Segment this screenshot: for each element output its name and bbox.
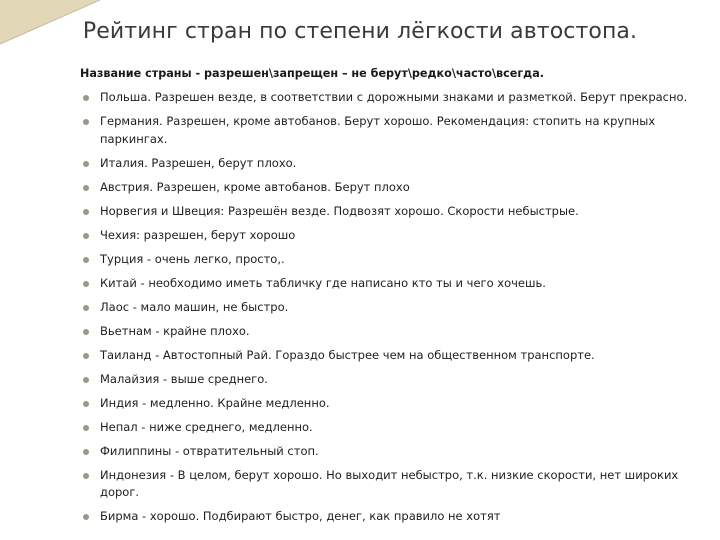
list-item-text: Турция - очень легко, просто,. — [100, 251, 285, 266]
bullet-icon — [83, 161, 89, 167]
bullet-icon — [83, 353, 89, 359]
bullet-icon — [83, 377, 89, 383]
bullet-icon — [83, 95, 89, 101]
list-item — [80, 89, 720, 107]
bullet-icon — [83, 185, 89, 191]
list-item — [80, 275, 720, 293]
list-item-text: Филиппины - отвратительный стоп. — [100, 443, 319, 458]
bullet-icon — [83, 119, 89, 125]
bullet-icon — [83, 473, 89, 479]
list-item — [80, 443, 720, 461]
country-list — [80, 89, 720, 526]
list-item — [80, 323, 720, 341]
list-item — [80, 419, 720, 437]
bullet-icon — [83, 425, 89, 431]
list-item-text: Китай - необходимо иметь табличку где написано кто ты и чего хочешь. — [100, 275, 546, 290]
list-item — [80, 203, 720, 221]
list-item-text: Лаос - мало машин, не быстро. — [100, 299, 289, 314]
list-item-text: Италия. Разрешен, берут плохо. — [100, 155, 297, 170]
bullet-icon — [83, 209, 89, 215]
list-item-text: Таиланд - Автостопный Рай. Гораздо быстрее чем на общественном транспорте. — [100, 347, 595, 362]
list-item-text: Чехия: разрешен, берут хорошо — [100, 227, 296, 242]
list-item — [80, 371, 720, 389]
bullet-icon — [83, 281, 89, 287]
list-item-text: Норвегия и Швеция: Разрешён везде. Подвозят хорошо. Скорости небыстрые. — [100, 203, 579, 218]
list-item — [80, 299, 720, 317]
list-item-text: Вьетнам - крайне плохо. — [100, 323, 250, 338]
list-item-text: Индия - медленно. Крайне медленно. — [100, 395, 330, 410]
bullet-icon — [83, 257, 89, 263]
bullet-icon — [83, 305, 89, 311]
list-item — [80, 113, 720, 148]
list-item-text: Индонезия - В целом, берут хорошо. Но выходит небыстро, т.к. низкие скорости, нет широких дорог. — [100, 467, 679, 499]
list-item — [80, 467, 720, 502]
list-item-text: Австрия. Разрешен, кроме автобанов. Берут плохо — [100, 179, 410, 194]
list-item — [80, 347, 720, 365]
list-subtitle: Название страны - разрешен\запрещен – не берут\редко\часто\всегда. — [80, 67, 545, 80]
list-item-text: Малайзия - выше среднего. — [100, 371, 268, 386]
slide-title: Рейтинг стран по степени лёгкости автостопа. — [82, 19, 638, 44]
bullet-icon — [83, 233, 89, 239]
list-item — [80, 508, 720, 526]
bullet-icon — [83, 401, 89, 407]
list-item-text: Бирма - хорошо. Подбирают быстро, денег, как правило не хотят — [100, 509, 501, 523]
list-item — [80, 395, 720, 413]
list-item — [80, 155, 720, 173]
bullet-icon — [83, 329, 89, 335]
list-item-text: Непал - ниже среднего, медленно. — [100, 419, 313, 434]
list-item-text: Германия. Разрешен, кроме автобанов. Берут хорошо. Рекомендация: стопить на крупных паркингах. — [100, 114, 656, 146]
bullet-icon — [83, 449, 89, 455]
list-item — [80, 251, 720, 269]
bullet-icon — [83, 514, 89, 520]
list-item — [80, 179, 720, 197]
list-item — [80, 227, 720, 245]
list-item-text: Польша. Разрешен везде, в соответствии с дорожными знаками и разметкой. Берут прекрасно. — [100, 90, 688, 104]
